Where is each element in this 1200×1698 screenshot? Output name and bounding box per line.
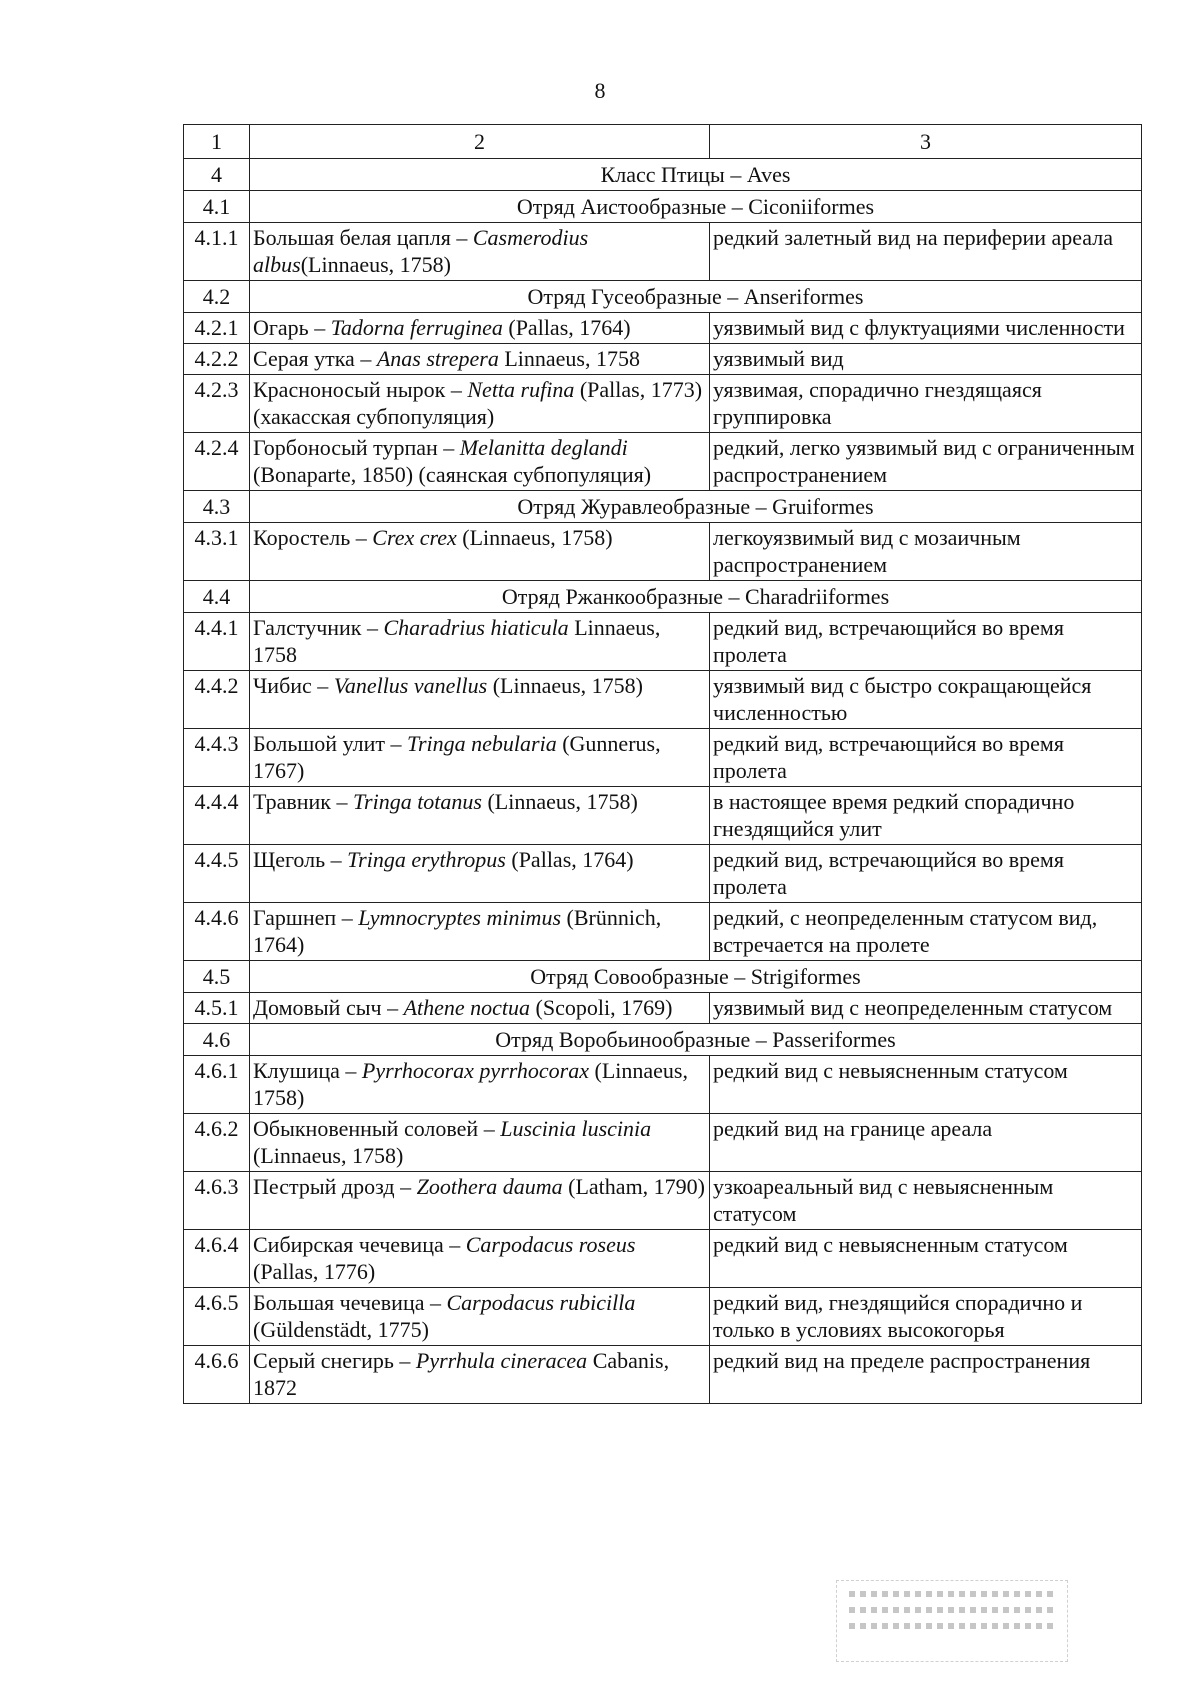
species-row	[184, 1230, 1142, 1288]
species-name-latin: Carpodacus roseus	[465, 1232, 636, 1257]
species-name-ru: Сибирская чечевица –	[253, 1232, 466, 1257]
row-number: 4.5	[184, 961, 250, 993]
species-status: редкий вид, встречающийся во время пролета	[710, 729, 1142, 787]
species-author: (Linnaeus, 1758)	[253, 1058, 688, 1110]
species-status: уязвимый вид с неопределенным статусом	[710, 993, 1142, 1024]
species-name-cell	[250, 433, 710, 491]
species-name-latin: Pyrrhula cineracea	[415, 1348, 588, 1373]
species-name-ru: Пестрый дрозд –	[253, 1174, 417, 1199]
group-title: Отряд Гусеобразные – Anseriformes	[250, 281, 1142, 313]
species-row	[184, 1288, 1142, 1346]
species-author: (Linnaeus, 1758)	[253, 1143, 404, 1168]
row-number: 4.2.1	[184, 313, 250, 344]
species-status: редкий, с неопределенным статусом вид, встречается на пролете	[710, 903, 1142, 961]
species-name-cell	[250, 671, 710, 729]
species-name-cell	[250, 375, 710, 433]
species-status: редкий вид, встречающийся во время пролета	[710, 845, 1142, 903]
species-name-ru: Клушица –	[253, 1058, 362, 1083]
group-title: Отряд Журавлеобразные – Gruiformes	[250, 491, 1142, 523]
species-name-latin: Zoothera dauma	[416, 1174, 563, 1199]
species-status: уязвимый вид	[710, 344, 1142, 375]
species-row	[184, 1056, 1142, 1114]
group-title: Класс Птицы – Aves	[250, 159, 1142, 191]
species-author: Linnaeus, 1758	[253, 615, 661, 667]
species-name-latin: Carpodacus rubicilla	[446, 1290, 636, 1315]
species-status: уязвимый вид с быстро сокращающейся численностью	[710, 671, 1142, 729]
species-name-ru: Большая белая цапля –	[253, 225, 473, 250]
table-body	[184, 125, 1142, 1404]
species-name-latin: Lymnocryptes minimus	[358, 905, 562, 930]
species-row	[184, 903, 1142, 961]
species-status: редкий вид с невыясненным статусом	[710, 1056, 1142, 1114]
species-row	[184, 787, 1142, 845]
species-name-ru: Серая утка –	[253, 346, 377, 371]
group-title: Отряд Аистообразные – Ciconiiformes	[250, 191, 1142, 223]
species-author: Cabanis, 1872	[253, 1348, 670, 1400]
species-author: (Pallas, 1776)	[253, 1259, 376, 1284]
species-author: (Brünnich, 1764)	[253, 905, 662, 957]
species-status: редкий вид, встречающийся во время пролета	[710, 613, 1142, 671]
species-status: редкий, легко уязвимый вид с ограниченным распространением	[710, 433, 1142, 491]
species-name-latin: Vanellus vanellus	[333, 673, 488, 698]
species-row	[184, 729, 1142, 787]
species-row	[184, 993, 1142, 1024]
species-name-ru: Чибис –	[253, 673, 334, 698]
row-number: 4	[184, 159, 250, 191]
species-table	[183, 124, 1142, 1404]
row-number: 4.4.2	[184, 671, 250, 729]
group-row	[184, 581, 1142, 613]
group-row	[184, 281, 1142, 313]
row-number: 4.4.5	[184, 845, 250, 903]
species-name-cell	[250, 313, 710, 344]
species-name-latin: Tringa totanus	[353, 789, 482, 814]
species-name-ru: Домовый сыч –	[253, 995, 404, 1020]
species-name-latin: Tadorna ferruginea	[330, 315, 503, 340]
species-author: (Gunnerus, 1767)	[253, 731, 661, 783]
species-name-cell	[250, 1230, 710, 1288]
species-row	[184, 223, 1142, 281]
species-name-ru: Обыкновенный соловей –	[253, 1116, 501, 1141]
species-name-cell	[250, 1114, 710, 1172]
species-status: редкий вид с невыясненным статусом	[710, 1230, 1142, 1288]
species-author: (Linnaeus, 1758)	[487, 673, 643, 698]
species-status: узкоареальный вид с невыясненным статусом	[710, 1172, 1142, 1230]
species-name-cell	[250, 223, 710, 281]
species-name-ru: Гаршнеп –	[253, 905, 359, 930]
species-name-ru: Коростель –	[253, 525, 373, 550]
row-number: 4.1.1	[184, 223, 250, 281]
header-col-2: 2	[250, 125, 710, 159]
species-author: (Linnaeus, 1758)	[300, 252, 451, 277]
species-row	[184, 671, 1142, 729]
species-name-ru: Горбоносый турпан –	[253, 435, 460, 460]
row-number: 4.4.6	[184, 903, 250, 961]
row-number: 4.6.4	[184, 1230, 250, 1288]
header-col-3: 3	[710, 125, 1142, 159]
species-status: редкий вид, гнездящийся спорадично и только в условиях высокогорья	[710, 1288, 1142, 1346]
group-row	[184, 961, 1142, 993]
species-name-ru: Галстучник –	[253, 615, 384, 640]
species-status: уязвимая, спорадично гнездящаяся группировка	[710, 375, 1142, 433]
group-row	[184, 491, 1142, 523]
species-status: редкий залетный вид на периферии ареала	[710, 223, 1142, 281]
row-number: 4.6	[184, 1024, 250, 1056]
species-row	[184, 313, 1142, 344]
group-row	[184, 1024, 1142, 1056]
species-name-cell	[250, 1346, 710, 1404]
species-name-cell	[250, 1172, 710, 1230]
species-name-ru: Красноносый нырок –	[253, 377, 468, 402]
species-author: (Linnaeus, 1758)	[456, 525, 613, 550]
species-name-latin: Pyrrhocorax pyrrhocorax	[361, 1058, 590, 1083]
species-name-latin: Casmerodius albus	[253, 225, 589, 277]
row-number: 4.2.4	[184, 433, 250, 491]
species-status: уязвимый вид с флуктуациями численности	[710, 313, 1142, 344]
row-number: 4.1	[184, 191, 250, 223]
species-name-latin: Charadrius hiaticula	[383, 615, 569, 640]
species-name-latin: Tringa nebularia	[406, 731, 557, 756]
species-author: (Pallas, 1764)	[502, 315, 631, 340]
row-number: 4.6.5	[184, 1288, 250, 1346]
species-name-cell	[250, 845, 710, 903]
species-row	[184, 375, 1142, 433]
group-title: Отряд Ржанкообразные – Charadriiformes	[250, 581, 1142, 613]
species-name-latin: Melanitta deglandi	[459, 435, 628, 460]
species-name-cell	[250, 1288, 710, 1346]
species-author: (Linnaeus, 1758)	[481, 789, 638, 814]
row-number: 4.6.1	[184, 1056, 250, 1114]
species-author: (Güldenstädt, 1775)	[253, 1317, 429, 1342]
species-author: (Pallas, 1773) (хакасская субпопуляция)	[253, 377, 703, 429]
species-name-cell	[250, 729, 710, 787]
row-number: 4.5.1	[184, 993, 250, 1024]
species-row	[184, 613, 1142, 671]
header-col-1: 1	[184, 125, 250, 159]
species-row	[184, 845, 1142, 903]
row-number: 4.3	[184, 491, 250, 523]
row-number: 4.2.2	[184, 344, 250, 375]
species-name-cell	[250, 613, 710, 671]
species-name-ru: Огарь –	[253, 315, 331, 340]
row-number: 4.6.3	[184, 1172, 250, 1230]
group-title: Отряд Воробьинообразные – Passeriformes	[250, 1024, 1142, 1056]
species-name-latin: Luscinia luscinia	[500, 1116, 652, 1141]
species-name-latin: Anas strepera	[376, 346, 499, 371]
group-row	[184, 191, 1142, 223]
species-row	[184, 433, 1142, 491]
row-number: 4.2.3	[184, 375, 250, 433]
species-name-cell	[250, 523, 710, 581]
species-status: редкий вид на пределе распространения	[710, 1346, 1142, 1404]
row-number: 4.4	[184, 581, 250, 613]
table-header-row	[184, 125, 1142, 159]
row-number: 4.6.2	[184, 1114, 250, 1172]
species-name-latin: Crex crex	[372, 525, 457, 550]
species-row	[184, 344, 1142, 375]
species-author: (Bonaparte, 1850) (саянская субпопуляция)	[253, 462, 652, 487]
species-name-ru: Большой улит –	[253, 731, 407, 756]
species-row	[184, 1114, 1142, 1172]
species-row	[184, 1346, 1142, 1404]
species-name-ru: Большая чечевица –	[253, 1290, 447, 1315]
species-author: Linnaeus, 1758	[498, 346, 640, 371]
row-number: 4.6.6	[184, 1346, 250, 1404]
species-name-cell	[250, 1056, 710, 1114]
species-author: (Scopoli, 1769)	[530, 995, 673, 1020]
species-name-latin: Netta rufina	[467, 377, 575, 402]
species-author: (Latham, 1790)	[562, 1174, 706, 1199]
species-status: легкоуязвимый вид с мозаичным распространением	[710, 523, 1142, 581]
row-number: 4.2	[184, 281, 250, 313]
page-number: 8	[594, 78, 606, 103]
species-name-latin: Tringa erythropus	[347, 847, 506, 872]
species-name-ru: Травник –	[253, 789, 353, 814]
row-number: 4.4.4	[184, 787, 250, 845]
species-row	[184, 523, 1142, 581]
species-name-ru: Серый снегирь –	[253, 1348, 416, 1373]
group-title: Отряд Совообразные – Strigiformes	[250, 961, 1142, 993]
row-number: 4.4.3	[184, 729, 250, 787]
row-number: 4.3.1	[184, 523, 250, 581]
species-name-ru: Щеголь –	[253, 847, 348, 872]
group-row	[184, 159, 1142, 191]
species-row	[184, 1172, 1142, 1230]
species-name-cell	[250, 787, 710, 845]
stamp-mark	[836, 1580, 1068, 1662]
species-status: редкий вид на границе ареала	[710, 1114, 1142, 1172]
species-author: (Pallas, 1764)	[505, 847, 634, 872]
species-status: в настоящее время редкий спорадично гнездящийся улит	[710, 787, 1142, 845]
species-name-cell	[250, 903, 710, 961]
species-name-cell	[250, 993, 710, 1024]
species-name-cell	[250, 344, 710, 375]
row-number: 4.4.1	[184, 613, 250, 671]
species-name-latin: Athene noctua	[403, 995, 531, 1020]
